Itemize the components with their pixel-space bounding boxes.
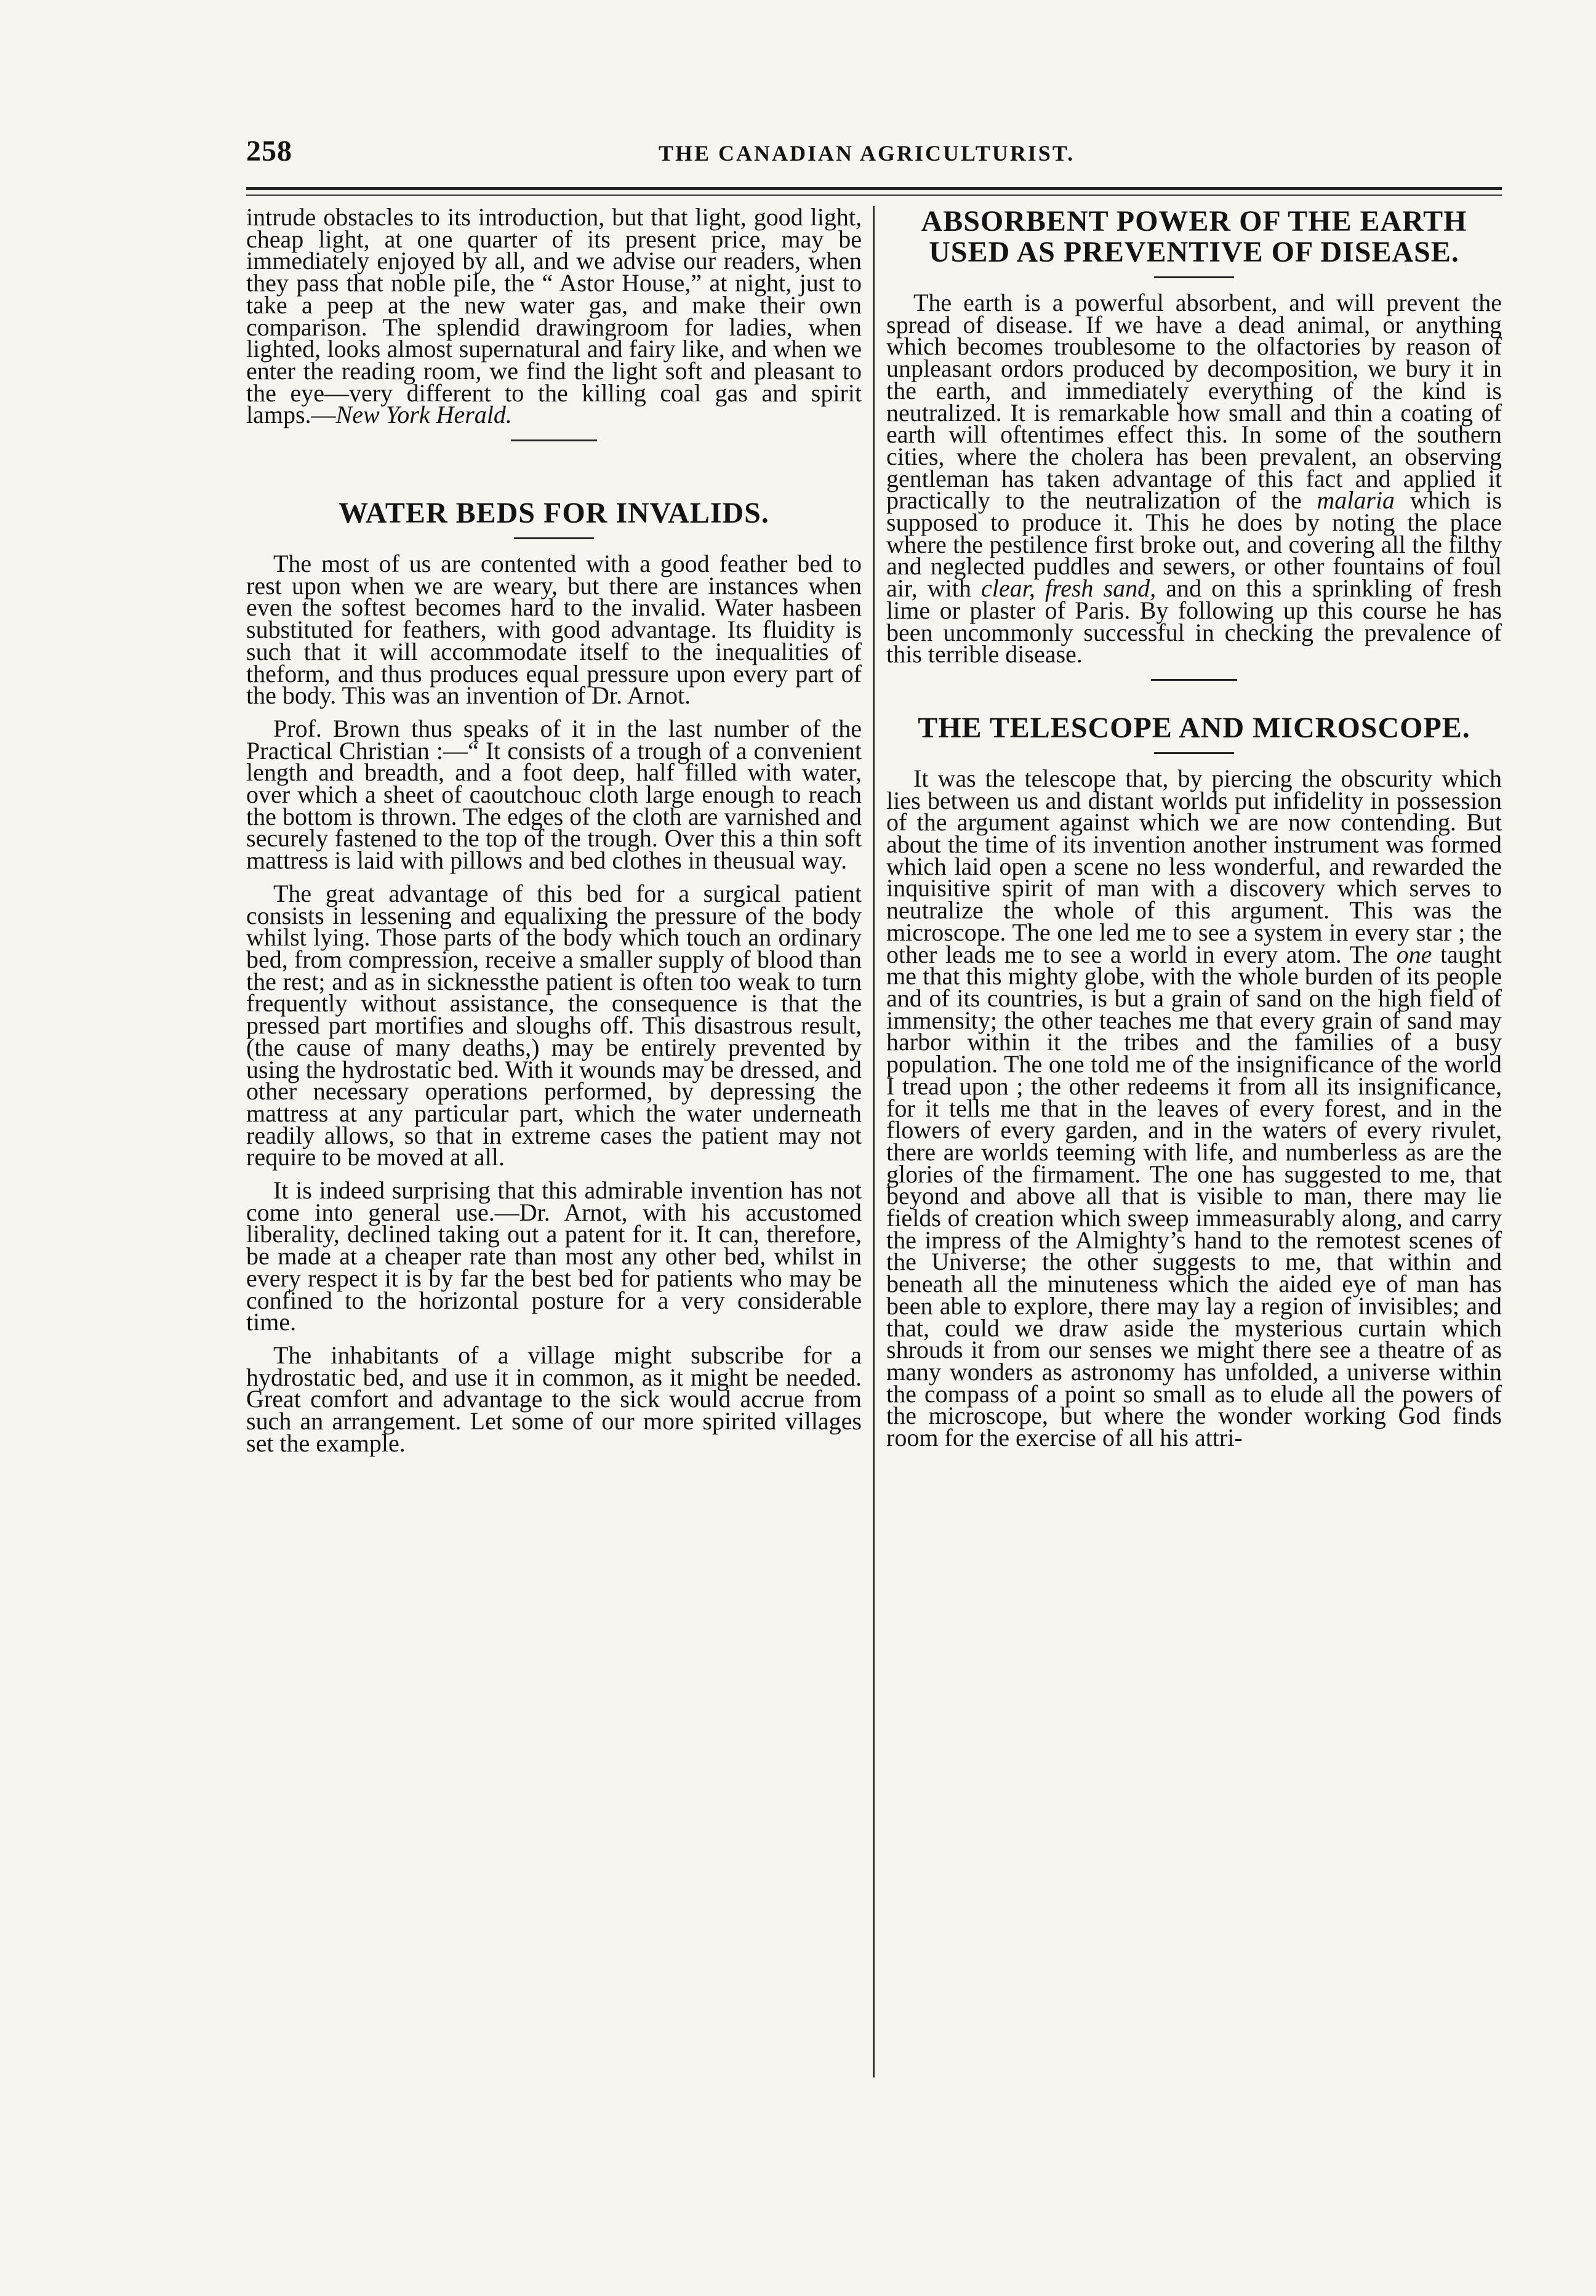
text-run: and on this a sprinkling of fresh lime or plaster of Paris. By following up this course he has been uncommonly successful in checking the prevalence of this terrible disease. — [886, 574, 1502, 668]
continued-text: intrude obstacles to its introduction, but that light, good light, cheap light, at one quarter of its present price, may be immediately enjoyed by all, and we advise our readers, when they pass that noble pile, the “ Astor House,” at night, just to take a peep at the new water gas, and make their own comparison. The splendid drawingroom for ladies, when lighted, looks almost supernatural and fairy like, and when we enter the reading room, we find the light soft and pleasant to the eye—very different to the killing coal gas and spirit lamps.— — [246, 203, 862, 429]
text-run: The earth is a powerful absorbent, and will prevent the spread of disease. If we have a dead animal, or anything which becomes troublesome to the olfactories by reason of unpleasant ordors produced by decomposition, we bury it in the earth, and immediately everything of the kind is neutralized. It is remarkable how small and thin a coating of earth will oftentimes effect this. In some of the southern cities, where the cholera has been prevalent, an observing gentleman has taken advantage of this fact and applied it practically to the neutralization of the — [886, 289, 1502, 515]
paragraph: The most of us are contented with a good feather bed to rest upon when we are weary, but there are instances when even the softest becomes hard to the invalid. Water hasbeen substituted for feathers, with good advantage. Its fluidity is such that it will accommodate itself to the inequalities of theform, and thus produces equal pressure upon every part of the body. This was an invention of Dr. Arnot. — [246, 550, 862, 710]
left-column — [246, 203, 862, 1457]
paragraph — [886, 764, 1502, 1452]
article-title-absorbent-power: ABSORBENT POWER OF THE EARTH USED AS PREVENTIVE OF DISEASE. — [921, 205, 1467, 268]
column-divider — [873, 206, 875, 2077]
paragraph — [886, 289, 1502, 668]
article-title-water-beds: WATER BEDS FOR INVALIDS. — [339, 497, 769, 530]
header-rule-thin — [246, 195, 1502, 196]
paragraph: Prof. Brown thus speaks of it in the last number of the Practical Christian :—“ It consists of a trough of a convenient length and breadth, and a foot deep, half filled with water, over which a sheet of caoutchouc cloth large enough to reach the bottom is thrown. The edges of the cloth are varnished and securely fastened to the top of the trough. Over this a thin soft mattress is laid with pillows and bed clothes in theusual way. — [246, 714, 862, 875]
italic-text: malaria — [1317, 486, 1395, 515]
article-title-telescope: THE TELESCOPE AND MICROSCOPE. — [918, 711, 1470, 744]
page-number: 258 — [246, 135, 292, 167]
title-dash — [1154, 752, 1234, 754]
separator-rule — [1151, 679, 1237, 681]
page-header — [246, 134, 1502, 177]
attribution: New York Herald. — [335, 401, 512, 429]
italic-text: clear, fresh sand, — [981, 574, 1157, 603]
title-dash — [514, 537, 594, 539]
header-rule-thick — [246, 187, 1502, 190]
paragraph: The great advantage of this bed for a surgical patient consists in lessening and equalixing the pressure of the body whilst lying. Those parts of the body which touch an ordinary bed, from compression, receive a smaller supply of blood than the rest; and as in sicknessthe patient is often too weak to turn frequently without assistance, the consequence is that the pressed part mortifies and sloughs off. This disastrous result, (the cause of many deaths,) may be entirely prevented by using the hydrostatic bed. With it wounds may be dressed, and other necessary operations performed, by depressing the mattress at any particular part, which the water underneath readily allows, so that in extreme cases the patient may not require to be moved at all. — [246, 879, 862, 1171]
continued-paragraph — [246, 203, 862, 429]
running-title: THE CANADIAN AGRICULTURIST. — [659, 141, 1075, 166]
paragraph: It is indeed surprising that this admirable invention has not come into general use.—Dr. Arnot, with his accustomed liberality, declined taking out a patent for it. It can, therefore, be made at a cheaper rate than most any other bed, whilst in every respect it is by far the best bed for patients who may be confined to the horizontal posture for a very considerable time. — [246, 1176, 862, 1336]
right-column — [886, 205, 1502, 1452]
text-run: It was the telescope that, by piercing the obscurity which lies between us and distant worlds put infidelity in possession of the argument against which we are now contending. But about the time of its invention another instrument was formed which laid open a scene no less wonderful, and rewarded the inquisitive spirit of man with a discovery which serves to neutralize the whole of this argument. This was the microscope. The one led me to see a system in every star ; the other leads me to see a world in every atom. The — [886, 764, 1502, 968]
text-run: which is supposed to produce it. This he does by noting the place where the pestilence first broke out, and covering all the filthy and neglected puddles and sewers, or other fountains of foul air, with — [886, 486, 1502, 603]
separator-rule — [511, 440, 597, 441]
title-dash — [1154, 276, 1234, 278]
paragraph: The inhabitants of a village might subscribe for a hydrostatic bed, and use it in common, as it might be needed. Great comfort and advantage to the sick would accrue from such an arrangement. Let some of our more spirited villages set the example. — [246, 1341, 862, 1457]
italic-text: one — [1396, 940, 1432, 968]
text-run: taught me that this mighty globe, with the whole burden of its people and of its countries, is but a grain of sand on the high field of immensity; the other teaches me that every grain of sand may harbor within it the tribes and the families of a busy population. The one told me of the insignificance of the world I tread upon ; the other redeems it from all its insignificance, for it tells me that in the leaves of every forest, and in the flowers of every garden, and in the waters of every rivulet, there are worlds teeming with life, and numberless as are the glories of the firmament. The one has suggested to me, that beyond and above all that is visible to man, there may lie fields of creation which sweep immeasurably along, and carry the impress of the Almighty’s hand to the remotest scenes of the Universe; the other suggests to me, that within and beneath all the minuteness which the aided eye of man has been able to explore, there may lay a region of invisibles; and that, could we draw aside the mysterious curtain which shrouds it from our senses we might there see a theatre of as many wonders as astronomy has unfolded, a universe within the compass of a point so small as to elude all the powers of the microscope, but where the wonder working God finds room for the exercise of all his attri- — [886, 940, 1502, 1452]
